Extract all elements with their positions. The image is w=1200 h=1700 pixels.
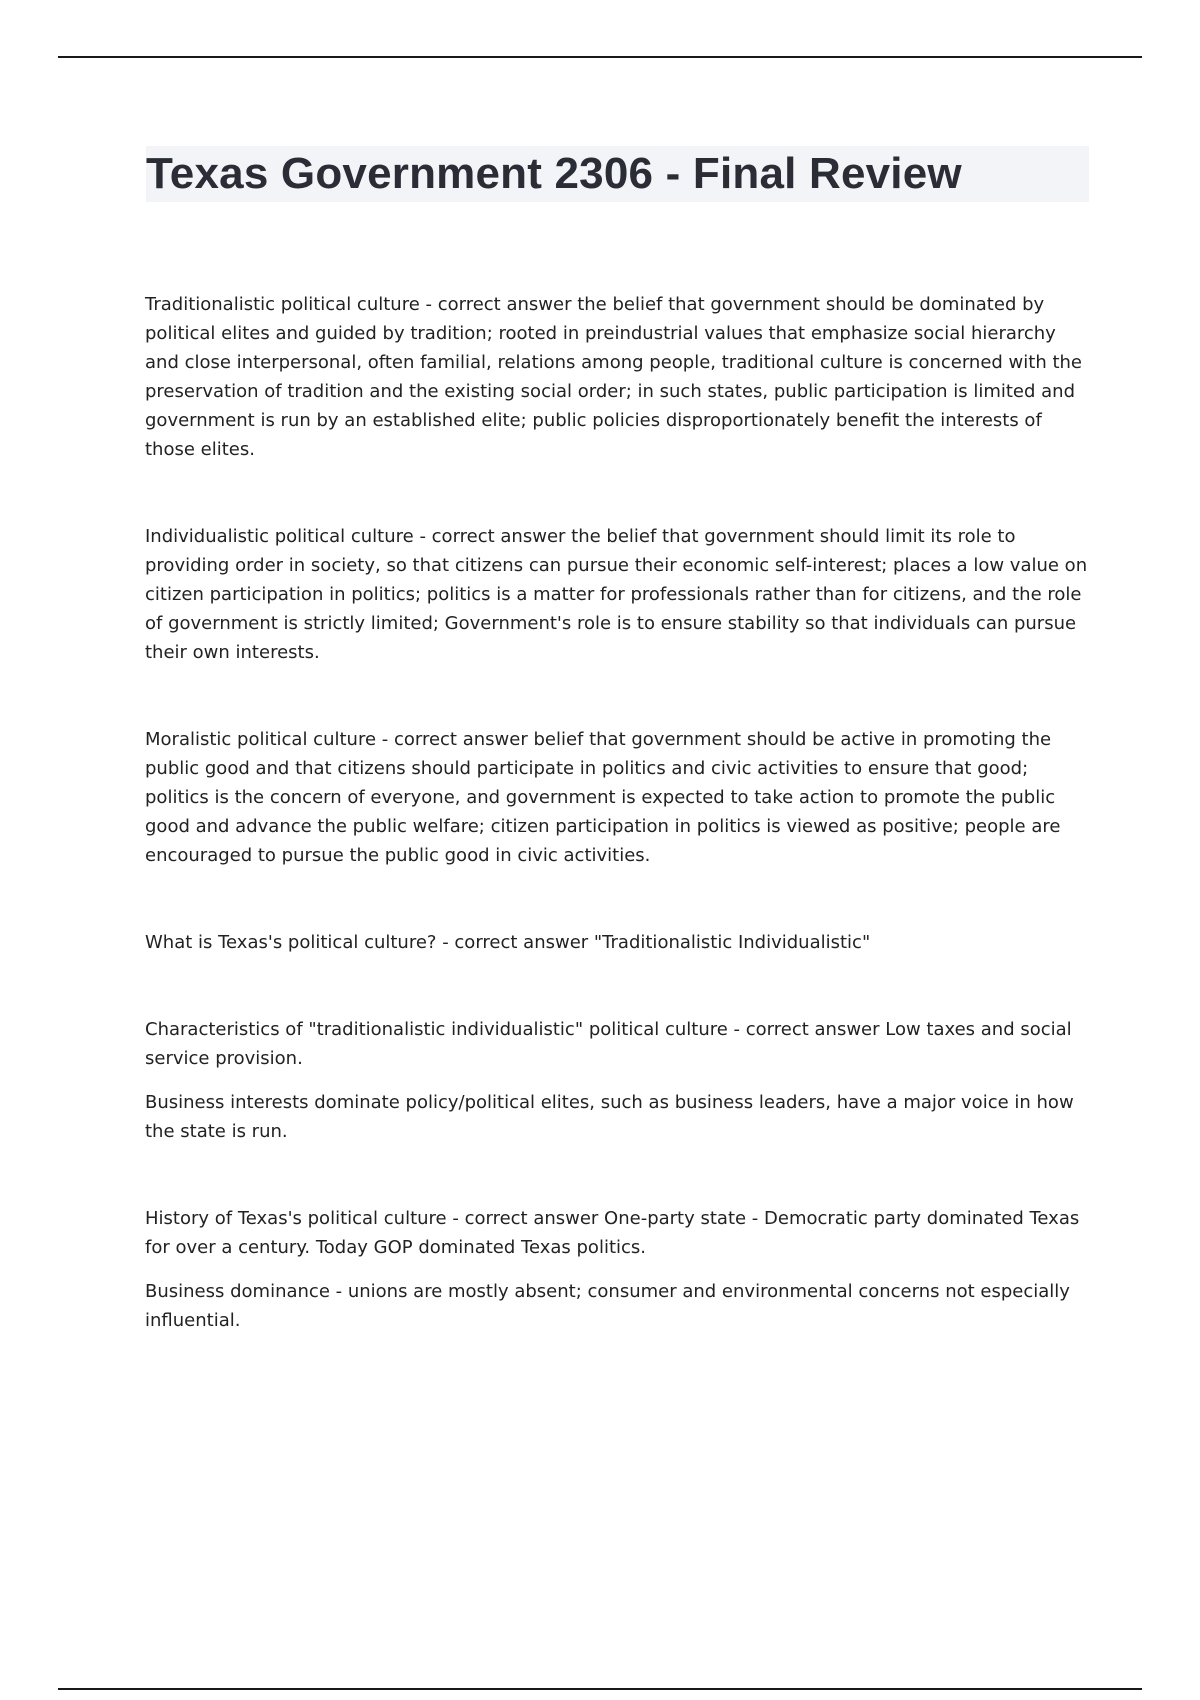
document-title: Texas Government 2306 - Final Review — [146, 149, 962, 198]
entry-history: History of Texas's political culture - correct answer One-party state - Democratic party dominated Texas for over a century. Today GOP dominated Texas politics. — [145, 1208, 1080, 1258]
document-body — [145, 290, 1090, 1335]
entry-characteristics: Characteristics of "traditionalistic individualistic" political culture - correct answer Low taxes and social service provision. — [145, 1019, 1072, 1069]
entry-business-interests: Business interests dominate policy/political elites, such as business leaders, have a major voice in how the state is run. — [145, 1092, 1074, 1142]
entry-moralistic: Moralistic political culture - correct answer belief that government should be active in promoting the public good and that citizens should participate in politics and civic activities to ensure that good; politics is the concern of everyone, and government is expected to take action to promote the public good and advance the public welfare; citizen participation in politics is viewed as positive; people are encouraged to pursue the public good in civic activities. — [145, 729, 1061, 866]
entry-individualistic: Individualistic political culture - correct answer the belief that government should limit its role to providing order in society, so that citizens can pursue their economic self-interest; places a low value on citizen participation in politics; politics is a matter for professionals rather than for citizens, and the role of government is strictly limited; Government's role is to ensure stability so that individuals can pursue their own interests. — [145, 526, 1088, 663]
entry-traditionalistic: Traditionalistic political culture - correct answer the belief that government should be dominated by political elites and guided by tradition; rooted in preindustrial values that emphasize social hierarchy and close interpersonal, often familial, relations among people, traditional culture is concerned with the preservation of tradition and the existing social order; in such states, public participation is limited and government is run by an established elite; public policies disproportionately benefit the interests of those elites. — [145, 294, 1083, 460]
bottom-rule — [58, 1688, 1142, 1690]
entry-texas-political-culture: What is Texas's political culture? - correct answer "Traditionalistic Individualistic" — [145, 932, 871, 953]
entry-business-dominance: Business dominance - unions are mostly absent; consumer and environmental concerns not especially influential. — [145, 1281, 1070, 1331]
top-rule — [58, 56, 1142, 58]
